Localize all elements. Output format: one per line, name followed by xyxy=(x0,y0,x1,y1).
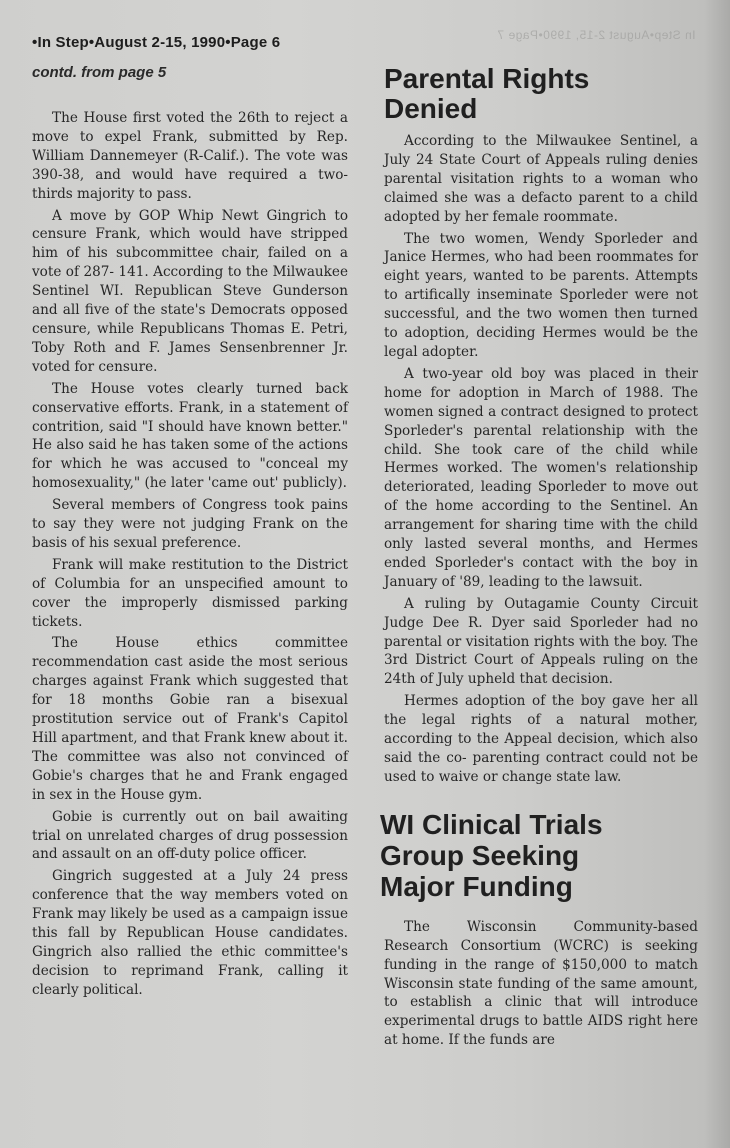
article-paragraph: The House ethics committee recommendation cast aside the most serious charges against Frank which suggested that for 18 months Gobie ran a bisexual prostitution service out of Frank's Capitol Hill apartment, and that Frank knew about it. The committee was also not convinced of Gobie's charges that he and Frank engaged in sex in the House gym. xyxy=(32,635,348,803)
article-paragraph: Gobie is currently out on bail awaiting trial on unrelated charges of drug possession and assault on an off-duty police officer. xyxy=(32,808,348,863)
right-column xyxy=(380,62,698,1053)
headline-clinical-trials xyxy=(380,809,698,902)
headline-line: Parental Rights xyxy=(384,63,590,94)
article-paragraph: According to the Milwaukee Sentinel, a July 24 State Court of Appeals ruling denies parental visitation rights to a woman who claimed she was a defacto parent to a child adopted by her female roommate. xyxy=(384,133,698,225)
article-paragraph: The two women, Wendy Sporleder and Janice Hermes, who had been roommates for eight years, wanted to be parents. Attempts to artifically inseminate Sporleder were not successful, and the two women then turned to adoption, deciding Hermes would be the legal adopter. xyxy=(384,230,698,360)
headline-line: Denied xyxy=(384,93,478,124)
bleed-through-folio: In Step•August 2-15, 1990•Page 7 xyxy=(497,28,696,42)
page-edge-shadow xyxy=(704,0,730,1148)
article-paragraph: The Wisconsin Community-based Research Consortium (WCRC) is seeking funding in the range of $150,000 to match Wisconsin state funding of the same amount, to establish a clinic that will introduce experimental drugs to battle AIDS right here at home. If the funds are xyxy=(384,918,698,1049)
article-paragraph: Gingrich suggested at a July 24 press conference that the way members voted on Frank may likely be used as a campaign issue this fall by Republican House candidates. Gingrich also rallied the ethic committee's decision to reprimand Frank, calling it clearly political. xyxy=(32,868,349,998)
article-paragraph: Hermes adoption of the boy gave her all the legal rights of a natural mother, according to the Appeal decision, which also said the co- parenting contract could not be used to waive or change state law. xyxy=(384,693,698,785)
article-paragraph: A two-year old boy was placed in their home for adoption in March of 1988. The women signed a contract designed to protect Sporleder's parental relationship with the child. She took care of the child while Hermes worked. The women's relationship deteriorated, leading Sporleder to move out of the home according to the Sentinel. An arrangement for sharing time with the child only lasted several months, and Hermes ended Sporleder's contact with the boy in January of '89, leading to the lawsuit. xyxy=(384,365,698,590)
headline-line: Major Funding xyxy=(380,870,573,902)
headline-line: WI Clinical Trials xyxy=(380,808,603,840)
headline-parental-rights xyxy=(384,64,698,124)
article-paragraph: The House first voted the 26th to reject a move to expel Frank, submitted by Rep. William Dannemeyer (R-Calif.). The vote was 390-38, and would have required a two-thirds majority to pass. xyxy=(32,110,348,202)
headline-line: Group Seeking xyxy=(380,839,580,871)
article-paragraph: Frank will make restitution to the District of Columbia for an unspecified amount to cover the improperly dismissed parking tickets. xyxy=(32,556,348,630)
left-column xyxy=(32,62,348,1003)
continued-from-label: contd. from page 5 xyxy=(32,64,167,81)
article-paragraph: A move by GOP Whip Newt Gingrich to censure Frank, which would have stripped him of his subcommittee chair, failed on a vote of 287- 141. According to the Milwaukee Sentinel WI. Republican Steve Gunderson and all five of the state's Democrats opposed censure, while Republicans Thomas E. Petri, Toby Roth and F. James Sensenbrenner Jr. voted for censure. xyxy=(32,207,348,375)
page-folio: •In Step•August 2-15, 1990•Page 6 xyxy=(32,34,281,51)
article-paragraph: The House votes clearly turned back conservative efforts. Frank, in a statement of contrition, said "I should have known better." He also said he has taken some of the actions for which he was accused to "conceal my homosexuality," (he later 'came out' publicly). xyxy=(32,380,348,492)
article-paragraph: A ruling by Outagamie County Circuit Judge Dee R. Dyer said Sporleder had no parental or visitation rights with the boy. The 3rd District Court of Appeals ruling on the 24th of July upheld that decision. xyxy=(384,595,698,688)
article-paragraph: Several members of Congress took pains to say they were not judging Frank on the basis of his sexual preference. xyxy=(32,497,348,551)
